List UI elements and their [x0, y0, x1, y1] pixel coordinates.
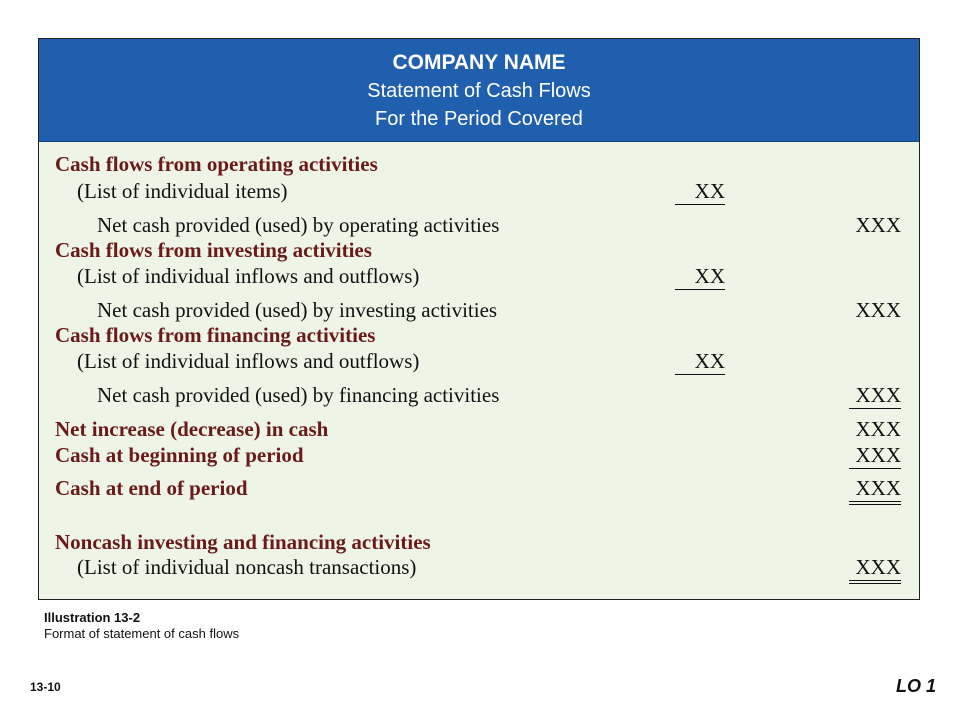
learning-objective: LO 1: [895, 676, 936, 696]
investing-heading-row: [39, 237, 919, 263]
investing-net-label: Net cash provided (used) by investing activities: [97, 298, 498, 322]
cash-flow-statement: [38, 38, 920, 600]
investing-net-amount: XXX: [855, 298, 901, 322]
investing-net-row: [39, 297, 919, 323]
financing-net-label: Net cash provided (used) by financing activities: [97, 383, 500, 407]
page-number: 13-10: [30, 680, 61, 694]
noncash-items-row: [39, 554, 919, 580]
financing-items-amount: XX: [675, 348, 725, 375]
operating-heading-row: [39, 151, 919, 177]
statement-period: For the Period Covered: [375, 108, 583, 130]
noncash-amount: XXX: [849, 554, 901, 584]
cash-begin-amount: XXX: [849, 442, 901, 469]
noncash-heading: Noncash investing and financing activities: [55, 530, 431, 554]
operating-items-amount: XX: [675, 178, 725, 205]
operating-items-row: [39, 178, 919, 204]
cash-begin-row: [39, 442, 919, 468]
noncash-heading-row: [39, 529, 919, 555]
financing-heading: Cash flows from financing activities: [55, 323, 376, 347]
operating-heading: Cash flows from operating activities: [55, 152, 378, 176]
operating-items-label: (List of individual items): [77, 179, 288, 203]
investing-items-row: [39, 263, 919, 289]
noncash-items-label: (List of individual noncash transactions): [77, 555, 417, 579]
operating-net-amount: XXX: [855, 213, 901, 237]
caption-title: Illustration 13-2: [44, 610, 141, 625]
financing-heading-row: [39, 322, 919, 348]
net-change-label: Net increase (decrease) in cash: [55, 417, 329, 441]
cash-end-amount: XXX: [849, 475, 901, 505]
company-name: COMPANY NAME: [392, 51, 566, 74]
operating-net-label: Net cash provided (used) by operating activities: [97, 213, 500, 237]
caption-subtitle: Format of statement of cash flows: [44, 626, 240, 641]
net-change-row: [39, 416, 919, 442]
statement-title: Statement of Cash Flows: [367, 80, 591, 102]
cash-end-label: Cash at end of period: [55, 476, 248, 500]
cash-begin-label: Cash at beginning of period: [55, 443, 304, 467]
investing-heading: Cash flows from investing activities: [55, 238, 372, 262]
investing-items-amount: XX: [675, 263, 725, 290]
statement-header: [39, 39, 919, 142]
illustration-caption: [44, 610, 239, 641]
net-change-amount: XXX: [855, 417, 901, 441]
investing-items-label: (List of individual inflows and outflows): [77, 264, 420, 288]
cash-end-row: [39, 475, 919, 501]
financing-items-label: (List of individual inflows and outflows): [77, 349, 420, 373]
financing-net-amount: XXX: [849, 382, 901, 409]
financing-items-row: [39, 348, 919, 374]
financing-net-row: [39, 382, 919, 408]
operating-net-row: [39, 212, 919, 238]
